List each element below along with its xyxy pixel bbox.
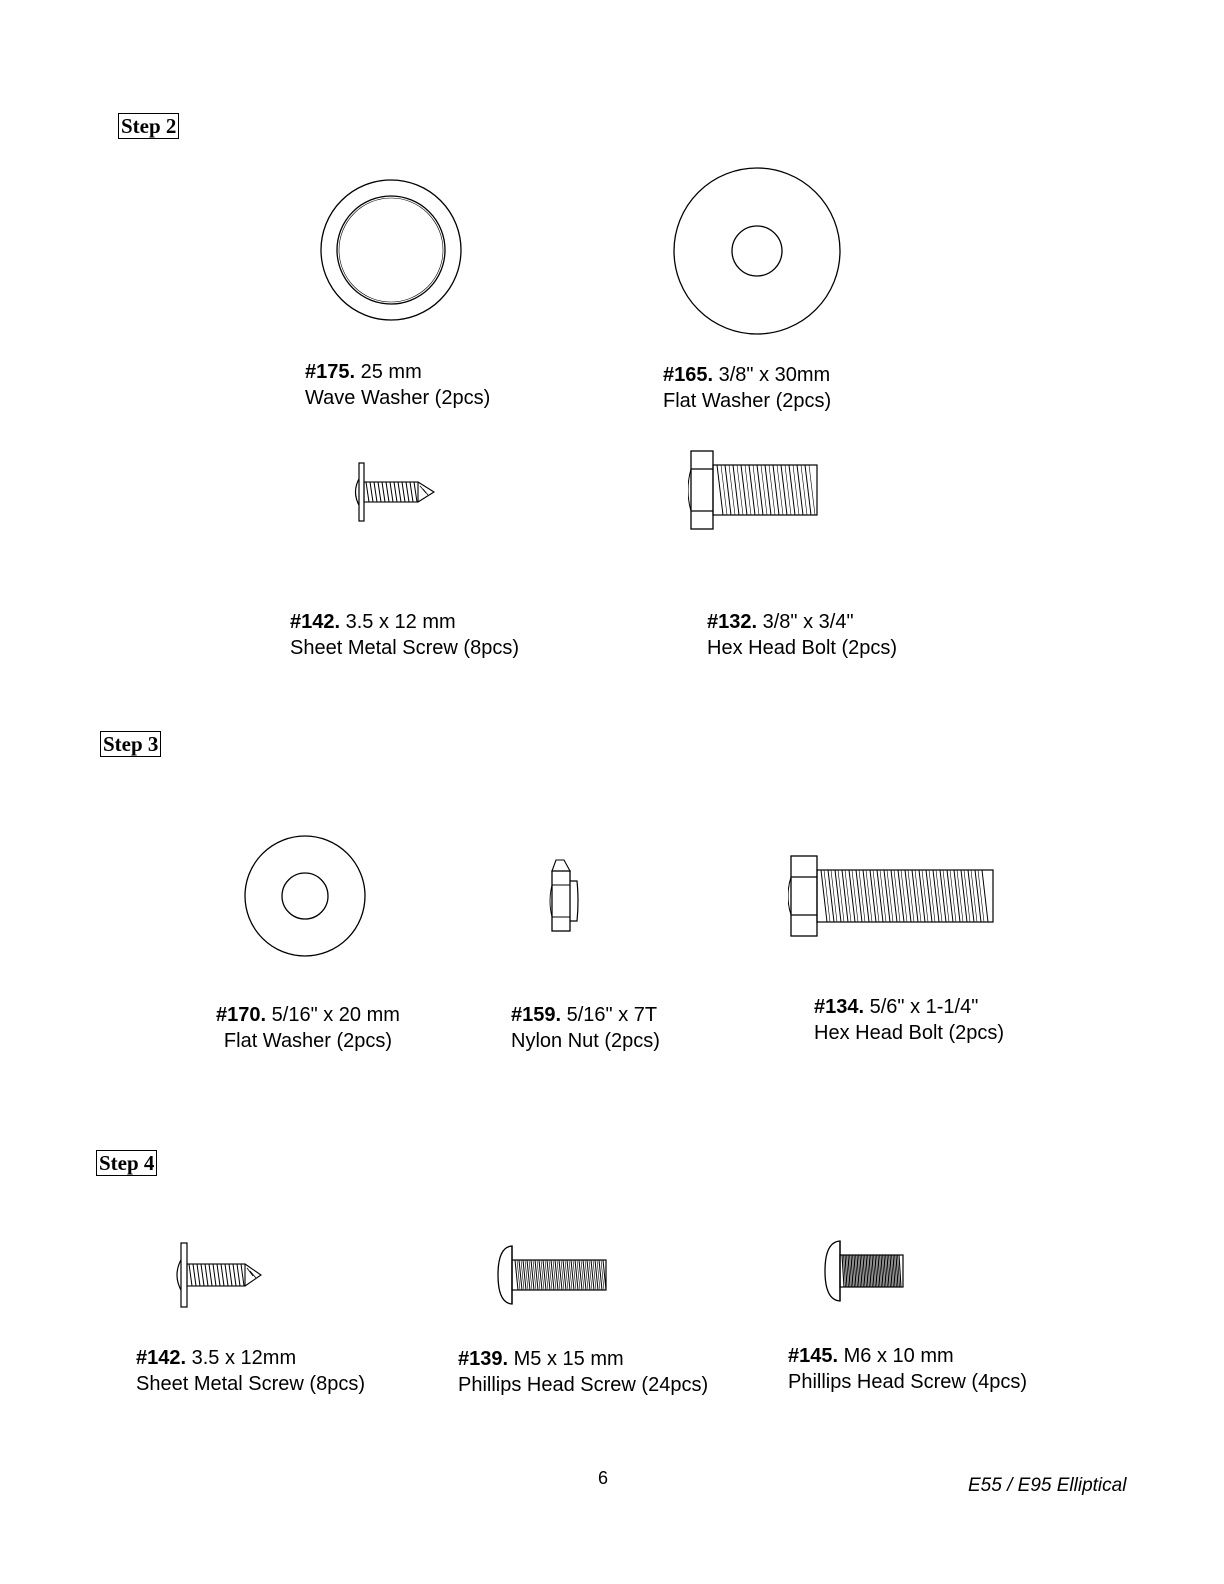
part-number: #142. bbox=[290, 611, 341, 633]
part-size: 5/6" x 1-1/4" bbox=[864, 996, 979, 1018]
part-number: #175. bbox=[305, 361, 356, 383]
footer-model-name: E55 / E95 Elliptical bbox=[968, 1475, 1127, 1496]
part-size: 5/16" x 7T bbox=[561, 1004, 658, 1026]
step-3-label: Step 3 bbox=[100, 731, 161, 757]
phillips-head-screw-icon bbox=[822, 1238, 908, 1304]
part-175-caption bbox=[305, 359, 490, 411]
part-170-caption bbox=[206, 1002, 410, 1054]
part-name: Phillips Head Screw (4pcs) bbox=[788, 1371, 1027, 1393]
part-name: Flat Washer (2pcs) bbox=[663, 390, 832, 412]
part-139-caption bbox=[458, 1346, 708, 1398]
flat-washer-icon bbox=[672, 166, 842, 336]
part-name: Flat Washer (2pcs) bbox=[223, 1030, 393, 1052]
part-name: Phillips Head Screw (24pcs) bbox=[458, 1374, 709, 1396]
part-name: Hex Head Bolt (2pcs) bbox=[707, 637, 898, 659]
part-name: Sheet Metal Screw (8pcs) bbox=[290, 637, 519, 659]
part-number: #170. bbox=[216, 1004, 267, 1026]
part-number: #134. bbox=[814, 996, 865, 1018]
hex-head-bolt-icon bbox=[788, 853, 998, 939]
part-132-caption bbox=[707, 609, 897, 661]
sheet-metal-screw-icon bbox=[350, 460, 436, 524]
phillips-head-screw-icon bbox=[496, 1243, 610, 1307]
part-159-caption bbox=[511, 1002, 660, 1054]
nylon-nut-icon bbox=[549, 857, 581, 935]
part-name: Nylon Nut (2pcs) bbox=[511, 1030, 660, 1052]
part-size: 5/16" x 20 mm bbox=[266, 1004, 400, 1026]
part-size: 3.5 x 12 mm bbox=[340, 611, 456, 633]
part-name: Sheet Metal Screw (8pcs) bbox=[136, 1373, 365, 1395]
part-145-caption bbox=[788, 1343, 1027, 1395]
step-2-label: Step 2 bbox=[118, 113, 179, 139]
part-size: 3.5 x 12mm bbox=[186, 1347, 297, 1369]
wave-washer-icon bbox=[318, 175, 464, 325]
part-name: Hex Head Bolt (2pcs) bbox=[814, 1022, 1005, 1044]
part-142-caption bbox=[290, 609, 519, 661]
page-number: 6 bbox=[598, 1468, 609, 1488]
part-number: #165. bbox=[663, 364, 714, 386]
part-name: Wave Washer (2pcs) bbox=[305, 387, 491, 409]
part-142-step4-caption bbox=[136, 1345, 365, 1397]
part-size: 25 mm bbox=[355, 361, 422, 383]
part-size: 3/8" x 3/4" bbox=[757, 611, 854, 633]
step-4-label: Step 4 bbox=[96, 1150, 157, 1176]
part-number: #132. bbox=[707, 611, 758, 633]
part-number: #159. bbox=[511, 1004, 562, 1026]
part-165-caption bbox=[663, 362, 831, 414]
part-number: #142. bbox=[136, 1347, 187, 1369]
part-size: 3/8" x 30mm bbox=[713, 364, 831, 386]
hex-head-bolt-icon bbox=[688, 448, 822, 532]
part-134-caption bbox=[814, 994, 1004, 1046]
part-size: M5 x 15 mm bbox=[508, 1348, 624, 1370]
part-size: M6 x 10 mm bbox=[838, 1345, 954, 1367]
sheet-metal-screw-icon bbox=[170, 1240, 264, 1310]
part-number: #145. bbox=[788, 1345, 839, 1367]
flat-washer-icon bbox=[243, 834, 367, 958]
part-number: #139. bbox=[458, 1348, 509, 1370]
